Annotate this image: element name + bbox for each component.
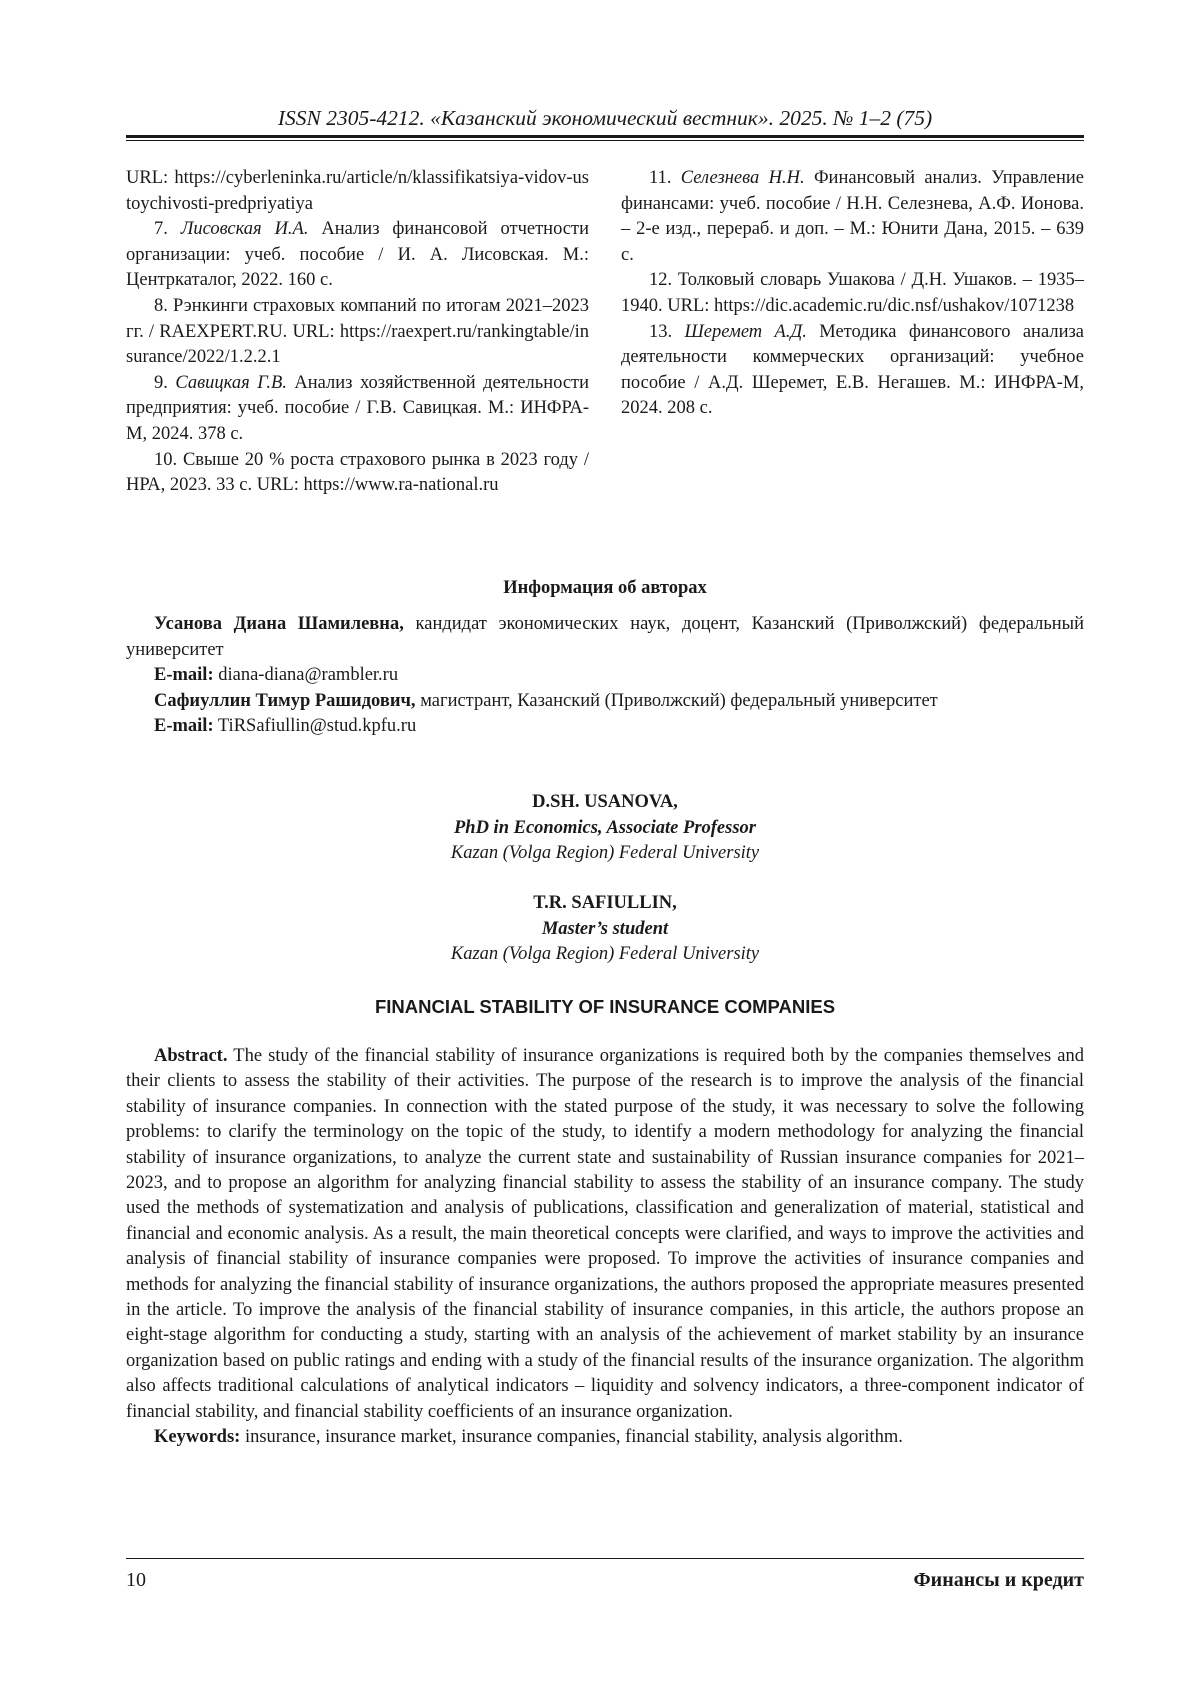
english-author-affiliation: Kazan (Volga Region) Federal University [450, 843, 760, 864]
reference-item [621, 268, 1084, 319]
english-author-title: Master’s student [541, 918, 669, 939]
abstract-label: Abstract. [154, 1046, 228, 1066]
reference-item [126, 371, 589, 448]
reference-item [621, 320, 1084, 422]
english-author-block [126, 891, 1084, 968]
running-header: ISSN 2305-4212. «Казанский экономический вестник». 2025. № 1–2 (75) [277, 106, 933, 130]
reference-text: Анализ хозяйственной деятельности предприятия: учеб. пособие / Г.В. Савицкая. М.: ИНФРА-М, 2024. 378 с. [126, 372, 590, 444]
keywords-paragraph [126, 1425, 1084, 1450]
paper-title: FINANCIAL STABILITY OF INSURANCE COMPANIES [374, 996, 836, 1017]
reference-item [126, 217, 589, 294]
reference-text: Анализ финансовой отчетности организации: учеб. пособие / И. А. Лисовская. М.: Центркаталог, 2022. 160 с. [126, 219, 589, 291]
reference-item [126, 448, 589, 499]
authors-info [126, 612, 1084, 740]
author-email: TiRSafiullin@stud.kpfu.ru [217, 716, 417, 737]
author-name: Сафиуллин Тимур Рашидович, [154, 690, 416, 711]
footer-rule [126, 1558, 1084, 1559]
reference-text: Толковый словарь Ушакова / Д.Н. Ушаков. – 1935–1940. URL: https://dic.academic.ru/dic.nsf/ushakov/1071238 [621, 270, 1085, 316]
reference-author: Шеремет А.Д. [684, 321, 807, 342]
reference-author: Лисовская И.А. [180, 219, 309, 240]
reference-number: 12. [649, 270, 673, 291]
reference-number: 10. [154, 449, 178, 470]
author-entry [126, 612, 1084, 663]
authors-info-heading: Информация об авторах [503, 578, 707, 598]
reference-item [126, 166, 589, 217]
keywords-text: insurance, insurance market, insurance companies, financial stability, analysis algorithm. [244, 1427, 903, 1448]
reference-number: 7. [154, 219, 168, 240]
reference-text: Свыше 20 % роста страхового рынка в 2023 году /НРА, 2023. 33 с. URL: https://www.ra-national.ru [126, 449, 589, 496]
english-author-title: PhD in Economics, Associate Professor [453, 817, 756, 838]
reference-text: Финансовый анализ. Управление финансами: учеб. пособие / Н.Н. Селезнева, А.Ф. Ионова. – 2-е изд., перераб. и доп. – М.: Юнити Дана, 2015. – 639 с. [621, 168, 1085, 265]
english-author-block [126, 790, 1084, 867]
author-email: diana-diana@rambler.ru [218, 665, 399, 686]
author-email-line [126, 663, 1084, 689]
reference-text: Рэнкинги страховых компаний по итогам 2021–2023 гг. / RAEXPERT.RU. URL: https://raexpert.ru/rankingtable/insurance/2022/1.2.2.1 [126, 295, 589, 368]
reference-number: 13. [649, 321, 673, 342]
reference-item [621, 166, 1084, 268]
author-entry [126, 689, 1084, 715]
journal-section-title: Финансы и кредит [913, 1569, 1084, 1591]
reference-author: Селезнева Н.Н. [680, 168, 805, 188]
abstract-paragraph [126, 1044, 1084, 1425]
keywords-label: Keywords: [154, 1427, 241, 1448]
references-right-column [621, 166, 1084, 422]
reference-text: URL: https://cyberleninka.ru/article/n/klassifikatsiya-vidov-ustoychivosti-predpriyatiya [126, 168, 589, 214]
english-author-name: D.SH. USANOVA, [532, 792, 678, 812]
reference-item [126, 294, 589, 371]
abstract-section [126, 1044, 1084, 1451]
header-rule-thick [126, 135, 1084, 138]
email-label: E-mail: [154, 716, 214, 737]
reference-text: Методика финансового анализа деятельности коммерческих организаций: учебное пособие / А.Д. Шеремет, Е.В. Негашев. М.: ИНФРА-М, 2024. 208 с. [621, 321, 1084, 419]
author-description: магистрант, Казанский (Приволжский) федеральный университет [420, 690, 938, 711]
english-author-name: T.R. SAFIULLIN, [533, 893, 677, 913]
abstract-text: The study of the financial stability of insurance organizations is required both by the companies themselves and their clients to assess the stability of their activities. The purpose of the research is to improve the analysis of the financial stability of insurance companies. In connection with the stated purpose of the study, it was necessary to solve the following problems: to clarify the terminology on the topic of the study, to identify a modern methodology for analyzing the financial stability of insurance organizations, to analyze the current state and sustainability of Russian insurance companies for 2021–2023, and to propose an algorithm for analyzing financial stability to assess the stability of an insurance company. The study used the methods of systematization and analysis of publications, classification and generalization of material, statistical and financial and economic analysis. As a result, the main theoretical concepts were clarified, and ways to improve the activities and analysis of financial stability of insurance companies were proposed. To improve the activities of insurance companies and methods for analyzing the financial stability of insurance organizations, the authors proposed the appropriate measures presented in the article. To improve the analysis of the financial stability of insurance companies, in this article, the authors propose an eight-stage algorithm for conducting a study, starting with an analysis of the achievement of market stability by an insurance organization based on public ratings and ending with a study of the financial results of the insurance organization. The algorithm also affects traditional calculations of analytical indicators – liquidity and solvency indicators, a three-component indicator of financial stability, and financial stability coefficients of an insurance organization. [126, 1046, 1084, 1422]
author-name: Усанова Диана Шамилевна, [154, 614, 404, 634]
reference-author: Савицкая Г.В. [175, 372, 287, 393]
author-description: кандидат экономических наук, доцент, Казанский (Приволжский) федеральный университет [126, 614, 1084, 660]
email-label: E-mail: [154, 665, 214, 686]
reference-number: 9. [154, 372, 168, 393]
reference-number: 8. [154, 295, 168, 316]
reference-number: 11. [649, 168, 672, 188]
author-email-line [126, 714, 1084, 740]
header-rule-thin [126, 140, 1084, 141]
english-author-affiliation: Kazan (Volga Region) Federal University [450, 944, 760, 965]
references-left-column [126, 166, 589, 499]
page-number: 10 [126, 1569, 146, 1591]
